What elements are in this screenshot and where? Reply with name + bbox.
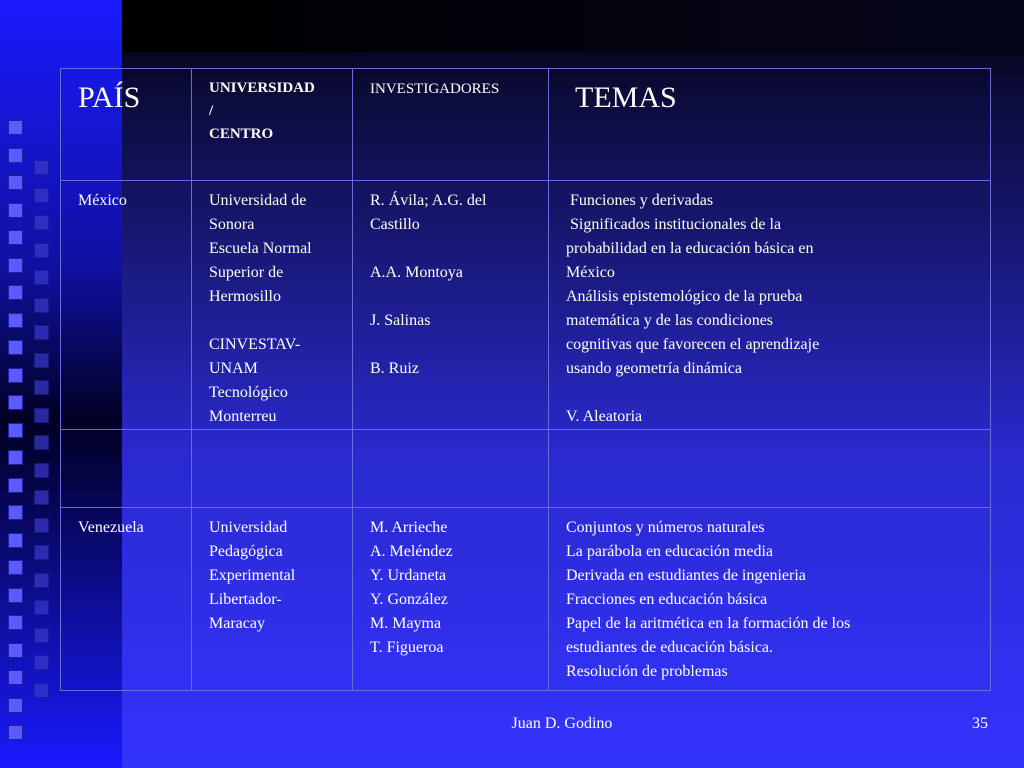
decorative-square	[34, 188, 49, 203]
cell-line: Tecnológico	[209, 384, 288, 401]
cell-line: M. Mayma	[370, 615, 442, 632]
cell-line: Experimental	[209, 567, 296, 584]
cell-investigadores	[353, 508, 549, 691]
cell-line: México	[566, 264, 615, 281]
table-row	[61, 181, 991, 430]
footer-author: Juan D. Godino	[511, 715, 613, 732]
slide-number: 35	[972, 715, 988, 732]
cell-line	[370, 237, 540, 261]
decorative-square	[34, 270, 49, 285]
decorative-square	[8, 670, 23, 685]
decorative-square	[8, 560, 23, 575]
header-universidad: UNIVERSIDAD / CENTRO	[192, 69, 353, 181]
cell-universidad	[192, 430, 353, 508]
header-temas: TEMAS	[549, 69, 991, 181]
decorative-squares	[8, 120, 28, 753]
cell-line: R. Ávila; A.G. del	[370, 192, 487, 209]
decorative-square	[34, 545, 49, 560]
top-decorative-band	[122, 0, 1024, 52]
decorative-square	[8, 615, 23, 630]
decorative-square	[8, 450, 23, 465]
decorative-square	[8, 478, 23, 493]
cell-line	[370, 285, 540, 309]
cell-line: Y. Urdaneta	[370, 567, 447, 584]
cell-line: A. Meléndez	[370, 543, 453, 560]
cell-line: matemática y de las condiciones	[566, 312, 774, 329]
decorative-square	[8, 533, 23, 548]
cell-line	[566, 381, 982, 405]
cell-line: T. Figueroa	[370, 639, 444, 656]
decorative-square	[34, 435, 49, 450]
cell-line: usando geometría dinámica	[566, 360, 742, 377]
decorative-square	[34, 353, 49, 368]
cell-line: Pedagógica	[209, 543, 283, 560]
decorative-square	[8, 588, 23, 603]
decorative-square	[34, 683, 49, 698]
decorative-square	[34, 655, 49, 670]
cell-line: cognitivas que favorecen el aprendizaje	[566, 336, 820, 353]
decorative-square	[8, 203, 23, 218]
cell-pais: Venezuela	[61, 508, 192, 691]
decorative-square	[8, 175, 23, 190]
cell-temas	[549, 430, 991, 508]
cell-line: Escuela Normal	[209, 240, 312, 257]
decorative-square	[8, 148, 23, 163]
cell-line: Conjuntos y números naturales	[566, 519, 765, 536]
decorative-square	[34, 600, 49, 615]
decorative-square	[34, 325, 49, 340]
cell-line: La parábola en educación media	[566, 543, 773, 560]
header-investigadores: INVESTIGADORES	[353, 69, 549, 181]
cell-line: Derivada en estudiantes de ingenieria	[566, 567, 806, 584]
decorative-square	[34, 628, 49, 643]
table-row	[61, 508, 991, 691]
cell-line: Significados institucionales de la	[566, 216, 782, 233]
cell-line: J. Salinas	[370, 312, 431, 329]
decorative-square	[34, 298, 49, 313]
header-pais: PAÍS	[61, 69, 192, 181]
decorative-square	[8, 395, 23, 410]
decorative-square	[8, 368, 23, 383]
cell-line: Superior de	[209, 264, 284, 281]
cell-line: CINVESTAV-	[209, 336, 301, 353]
cell-line	[209, 309, 344, 333]
cell-line: Papel de la aritmética en la formación de los	[566, 615, 851, 632]
cell-investigadores	[353, 430, 549, 508]
decorative-squares-secondary	[34, 160, 54, 710]
cell-line: A.A. Montoya	[370, 264, 463, 281]
cell-temas	[549, 181, 991, 430]
cell-universidad	[192, 508, 353, 691]
cell-line: Universidad de	[209, 192, 307, 209]
cell-line: estudiantes de educación básica.	[566, 639, 774, 656]
decorative-square	[8, 230, 23, 245]
cell-line: Maracay	[209, 615, 265, 632]
decorative-square	[8, 313, 23, 328]
cell-pais	[61, 430, 192, 508]
decorative-square	[8, 285, 23, 300]
decorative-square	[34, 243, 49, 258]
decorative-square	[34, 518, 49, 533]
cell-line: Castillo	[370, 216, 420, 233]
cell-line: Análisis epistemológico de la prueba	[566, 288, 803, 305]
decorative-square	[8, 340, 23, 355]
cell-investigadores	[353, 181, 549, 430]
cell-line: Sonora	[209, 216, 255, 233]
table-header-row	[61, 69, 991, 181]
cell-line: M. Arrieche	[370, 519, 448, 536]
decorative-square	[34, 463, 49, 478]
cell-line	[370, 333, 540, 357]
table-row-empty	[61, 430, 991, 508]
decorative-square	[8, 643, 23, 658]
cell-line: B. Ruiz	[370, 360, 419, 377]
decorative-square	[34, 573, 49, 588]
decorative-square	[8, 698, 23, 713]
cell-line: Resolución de problemas	[566, 663, 728, 680]
cell-line: probabilidad en la educación básica en	[566, 240, 814, 257]
decorative-square	[34, 380, 49, 395]
cell-line: V. Aleatoria	[566, 408, 643, 425]
cell-universidad	[192, 181, 353, 430]
decorative-square	[34, 408, 49, 423]
cell-line: Funciones y derivadas	[566, 192, 714, 209]
cell-line: Monterreu	[209, 408, 277, 425]
research-table	[60, 68, 991, 691]
decorative-square	[8, 120, 23, 135]
decorative-square	[34, 160, 49, 175]
decorative-square	[34, 490, 49, 505]
decorative-square	[8, 423, 23, 438]
cell-line: UNAM	[209, 360, 258, 377]
decorative-square	[34, 215, 49, 230]
cell-temas	[549, 508, 991, 691]
decorative-square	[8, 258, 23, 273]
cell-line: Libertador-	[209, 591, 282, 608]
cell-line: Hermosillo	[209, 288, 281, 305]
cell-line: Universidad	[209, 519, 288, 536]
cell-pais: México	[61, 181, 192, 430]
cell-line: Y. González	[370, 591, 448, 608]
decorative-square	[8, 505, 23, 520]
cell-line: Fracciones en educación básica	[566, 591, 768, 608]
